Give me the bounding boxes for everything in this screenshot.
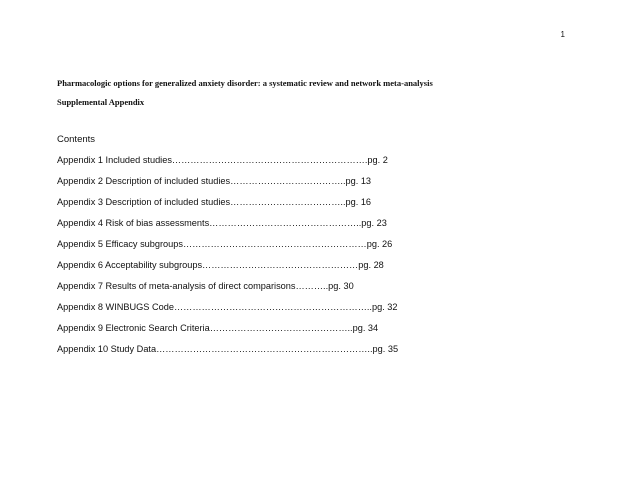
table-of-contents [57,154,398,364]
document-subtitle: Supplemental Appendix [57,97,145,107]
toc-entry-appendix-10: Appendix 10 Study Data……………………………………………………………..pg. 35 [57,344,399,354]
toc-entry-appendix-8: Appendix 8 WINBUGS Code………………………………………………………..pg. 32 [57,302,398,312]
toc-entry-appendix-5: Appendix 5 Efficacy subgroups……………………………………………………pg. 26 [57,239,393,249]
toc-entry-appendix-2: Appendix 2 Description of included studies………………………………..pg. 13 [57,176,372,186]
toc-entry-appendix-4: Appendix 4 Risk of bias assessments…………………………………………..pg. 23 [57,218,387,228]
toc-entry-appendix-7: Appendix 7 Results of meta-analysis of direct comparisons………..pg. 30 [57,281,354,291]
document-title: Pharmacologic options for generalized anxiety disorder: a systematic review and network meta-analysis [57,78,433,88]
toc-entry-appendix-3: Appendix 3 Description of included studies………………………………..pg. 16 [57,197,372,207]
page-number: 1 [560,30,565,39]
toc-entry-appendix-1: Appendix 1 Included studies……………………………………………………….pg. 2 [57,155,388,165]
toc-entry-appendix-9: Appendix 9 Electronic Search Criteria………………………………………..pg. 34 [57,323,379,333]
contents-heading: Contents [57,134,96,145]
toc-entry-appendix-6: Appendix 6 Acceptability subgroups……………………………………………pg. 28 [57,260,384,270]
